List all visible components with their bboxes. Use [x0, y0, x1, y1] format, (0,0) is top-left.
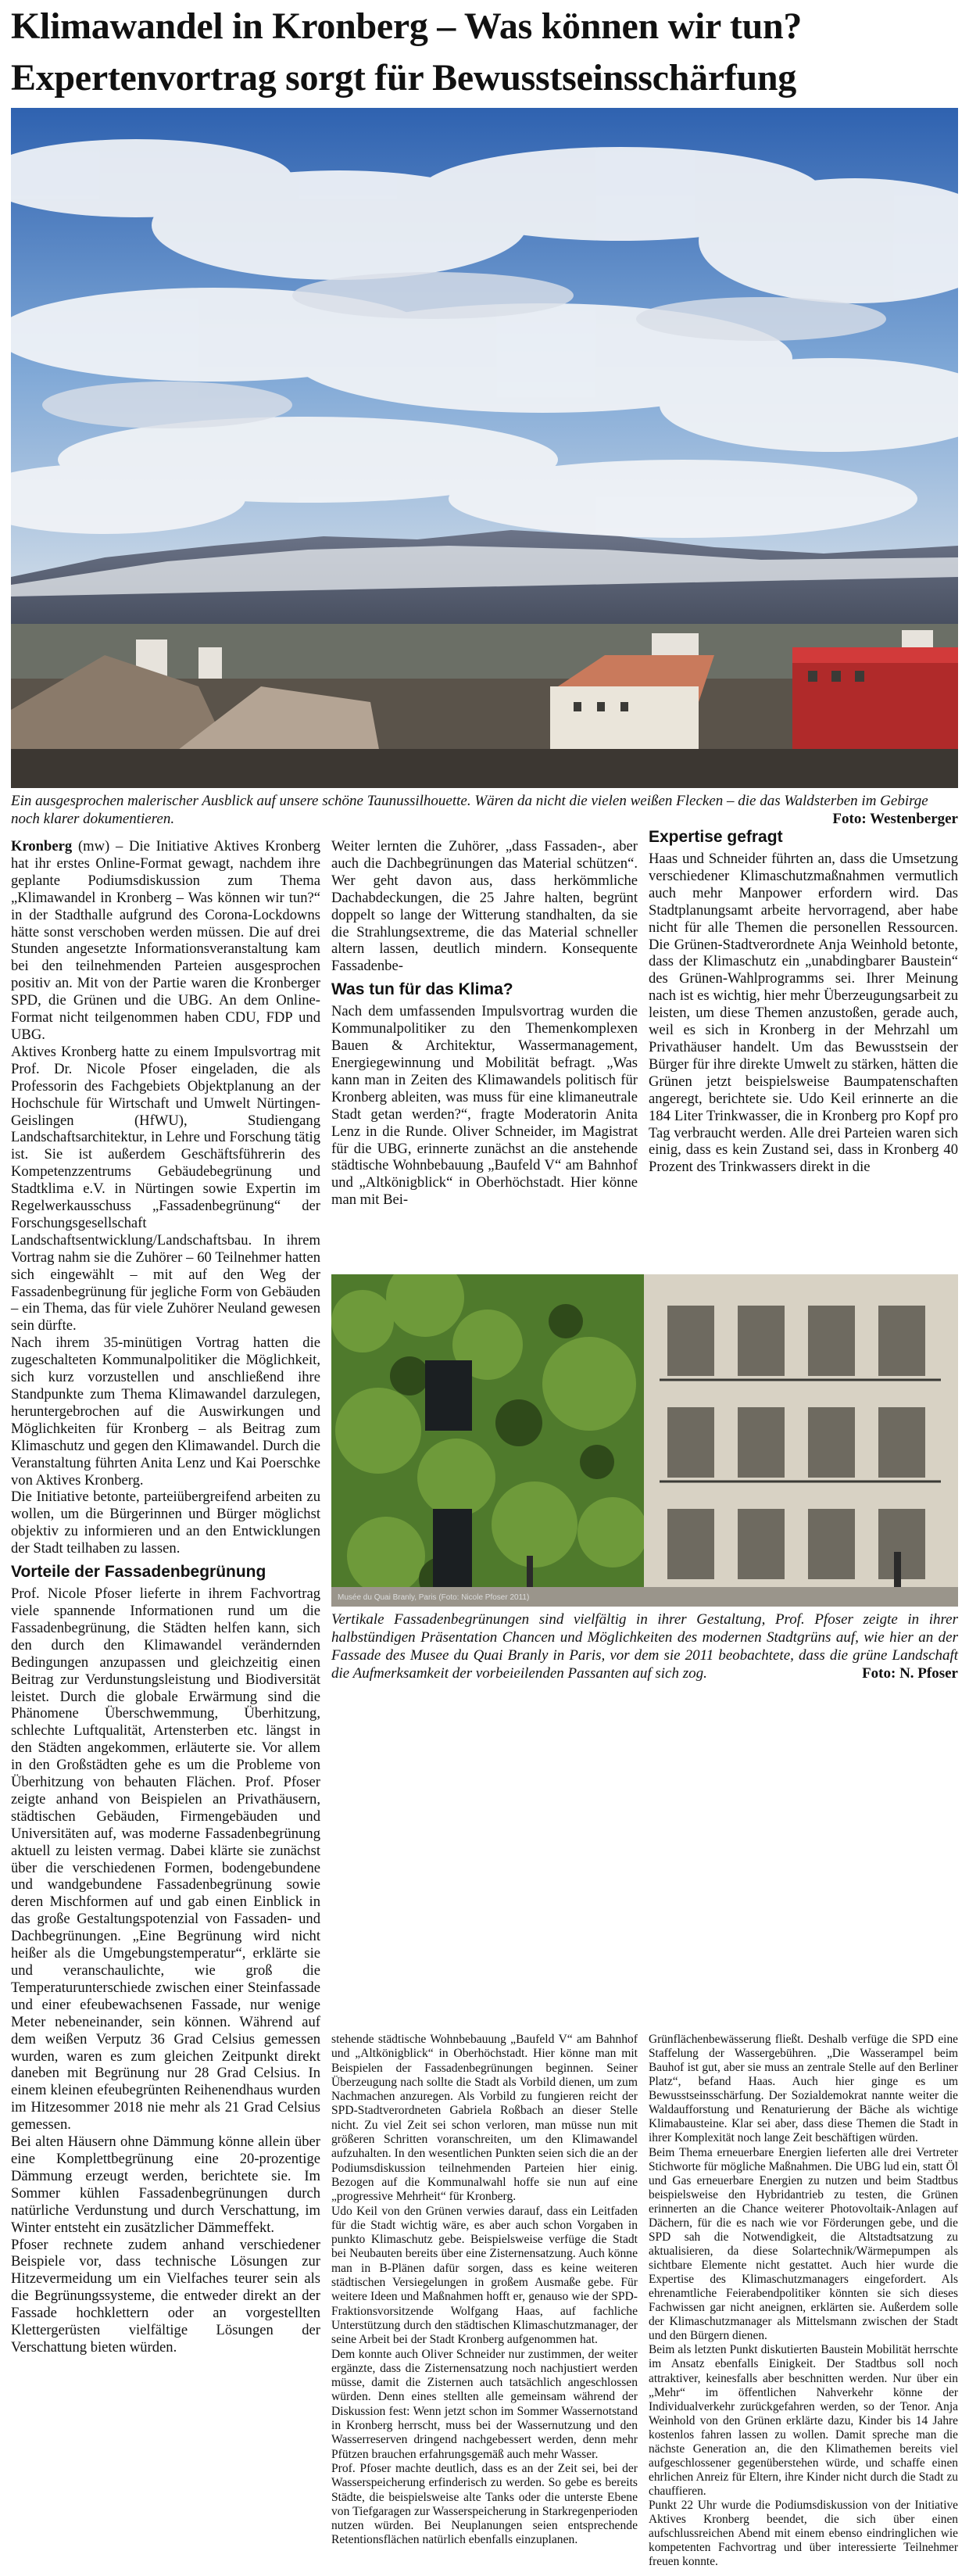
facade-greening-photo	[331, 1274, 958, 1607]
hero-caption-text: Ein ausgesprochen malerischer Ausblick auf unsere schöne Taunussilhouette. Wären da nicht die vielen weißen Flecken – die das Waldsterben im Gebirge noch klarer dokumentieren.	[11, 793, 928, 827]
facade-photo-caption	[331, 1610, 958, 1682]
article-paragraph: Prof. Pfoser machte deutlich, dass es an der Zeit sei, bei der Wasserspeicherung erfinderisch zu werden. So gebe es bereits Städte, die beispielsweise alte Tanks oder die unterste Ebene von Tiefgaragen zur Wasserspeicherung in Starkregenperioden nutzen würden. Bei Neuplanungen seien entsprechende Retentionsflächen natürlich ebenfalls einzuplanen.	[331, 2461, 638, 2547]
subheading-expertise: Expertise gefragt	[649, 828, 783, 846]
hero-photo-credit: Foto: Westenberger	[832, 811, 958, 827]
article-paragraph: Die Initiative betonte, parteiübergreifend arbeiten zu wollen, um die Bürgerinnen und Bürger möglichst objektiv zu informieren und an den Entwicklungen der Stadt teilhaben zu lassen.	[11, 1489, 320, 1557]
facade-photo-credit: Foto: N. Pfoser	[862, 1665, 958, 1682]
article-paragraph: Haas und Schneider führten an, dass die Umsetzung verschiedener Klimaschutzmaßnahmen vermutlich auch mehr Manpower erfordern wird. Das Stadtplanungsamt arbeite hervorragend, aber habe nicht für alle Themen die personellen Ressourcen. Die Grünen-Stadtverordnete Anja Weinhold betonte, dass der Klimaschutz ein „unabdingbarer Baustein“ des Grünen-Wahlprogramms sei. Ihrer Meinung nach ist es wichtig, hier mehr Überzeugungsarbeit zu leisten, um diese Themen anzustoßen, gerade auch, weil es sich in Kronberg in der Mehrzahl um Privathäuser handelt. Um das Bewusstsein der Bürger für ihre direkte Umwelt zu stärken, hätten die Grünen jetzt beispielsweise Baumpatenschaften angeregt, berichtete sie. Udo Keil erinnerte an die 184 Liter Trinkwasser, die in Kronberg pro Kopf pro Tag verbraucht werden. Alle drei Parteien waren sich einig, dass es kein Zustand sei, dass in Kronberg 40 Prozent des Trinkwassers direkt in die	[649, 851, 958, 1176]
article-column-3-bottom	[649, 2033, 958, 2569]
article-paragraph: Aktives Kronberg hatte zu einem Impulsvortrag mit Prof. Dr. Nicole Pfoser eingeladen, die als Professorin des Fachgebiets Objektplanung an der Hochschule für Wirtschaft und Umwelt Nürtingen-Geislingen (HfWU), Studiengang Landschaftsarchitektur, in Lehre und Forschung tätig ist. Sie ist außerdem Geschäftsführerin des Kompetenzzentrums Gebäudebegrünung und Stadtklima e.V. in Nürtingen sowie Expertin im Regelwerkausschuss „Fassadenbegrünung“ der Forschungsgesellschaft Landschaftsentwicklung/Landschaftsbau. In ihrem Vortrag nahm sie die Zuhörer – 60 Teilnehmer hatten sich eingewählt – mit auf den Weg der Fassadenbegrünung für jegliche Form von Gebäuden – ein Thema, das für viele Zuhörer Neuland gewesen sein dürfte.	[11, 1043, 320, 1335]
article-column-2-top	[331, 838, 638, 1209]
hero-photo-taunus	[11, 108, 958, 788]
article-paragraph: Beim Thema erneuerbare Energien lieferten alle drei Vertreter Stichworte für mögliche Maßnahmen. Die UBG lud ein, statt Öl und Gas erneuerbare Energien zu nutzen und beim Stadtbus beispielsweise den Hybridantrieb zu testen, die Grünen erinnerten an die Chance weiterer Photovoltaik-Anlagen auf Dächern, für die es nach wie vor Förderungen gebe, und die SPD sah die Notwendigkeit, die Altstadtsatzung zu aktualisieren, da diese Solartechnik/Wärmepumpen als sichtbare Elemente nicht gestattet. Auch hier wurde die Expertise des Klimaschutzmanagers eingefordert. Als ehrenamtliche Feierabendpolitiker könnten sie sich dieses Fachwissen gar nicht aneignen, erklärten sie. Außerdem solle der Klimaschutzmanager als Mittelsmann zwischen der Stadt und den Bürgern dienen.	[649, 2145, 958, 2343]
article-paragraph: Nach ihrem 35-minütigen Vortrag hatten die zugeschalteten Kommunalpolitiker die Möglichkeit, sich kurz vorzustellen und anschließend ihre Standpunkte zum Thema Klimawandel darzulegen, heruntergebrochen auf die Auswirkungen und Möglichkeiten für Kronberg – als Beitrag zum Klimaschutz und gegen den Klimawandel. Durch die Veranstaltung führten Anita Lenz und Kai Poerschke von Aktives Kronberg.	[11, 1335, 320, 1489]
subheading-klima: Was tun für das Klima?	[331, 980, 513, 999]
paragraph-text: (mw) – Die Initiative Aktives Kronberg hat ihr erstes Online-Format gewagt, nachdem ihre geplante Podiumsdiskussion zum Thema „Klimawandel in Kronberg – Was können wir tun?“ in der Stadthalle aufgrund des Corona-Lockdowns hätte sonst verschoben werden müssen. Die auf drei Stunden angesetzte Informationsveranstaltung kam bei den teilnehmenden Parteien ausgesprochen positiv an. Mit von der Partie waren die Kronberger SPD, die Grünen und die UBG. An dem Online-Format nicht teilgenommen haben CDU, FDP und UBG.	[11, 838, 320, 1043]
article-column-2-bottom	[331, 2033, 638, 2548]
subheading-vorteile: Vorteile der Fassadenbegrünung	[11, 1563, 266, 1582]
article-column-3-top	[649, 822, 958, 1176]
headline-line-1: Klimawandel in Kronberg – Was können wir tun?	[11, 5, 803, 47]
green-facade-illustration	[331, 1274, 958, 1607]
taunus-landscape-illustration	[11, 108, 958, 788]
article-paragraph	[11, 838, 320, 1044]
article-paragraph: Prof. Nicole Pfoser lieferte in ihrem Fachvortrag viele spannende Informationen rund um die Fassadenbegrünung, die Städten helfen kann, sich den durch den Klimawandel verändernden Bedingungen anzupassen und gleichzeitig einen Beitrag zur Verdunstungsleistung und Biodiversität leistet. Durch die globale Erwärmung sind die Phänomene Überschwemmung, Überhitzung, schlechte Luftqualität, Artensterben etc. längst in den Städten angekommen, erläuterte sie. Vor allem in den Großstädten gehe es um die Probleme von Überhitzung von behauten Flächen. Prof. Pfoser zeigte anhand von Beispielen an Privathäusern, städtischen Gebäuden, Firmengebäuden und Universitäten auf, was moderne Fassadenbegrünung aktuell zu leisten vermag. Dabei klärte sie zunächst über die verschiedenen Formen, bodengebundene und wandgebundene Fassadenbegrünung sowie deren Mischformen auf und gab einen Einblick in das große Gestaltungspotenzial von Fassaden- und Dachbegrünungen. „Eine Begrünung wird nicht heißer als die Umgebungstemperatur“, erklärte sie und veranschaulichte, wie groß die Temperaturunterschiede zwischen einer Steinfassade und einer efeubewachsenen Fassade, nur wenige Meter nebeneinander, sein können. Während auf dem weißen Verputz 36 Grad Celsius gemessen wurden, waren es zum gleichen Zeitpunkt direkt daneben mit Begrünung nur 28 Grad Celsius. In einem kleinen efeubegrünten Reihenendhaus wurden im Hitzesommer 2018 nie mehr als 21 Grad Celsius gemessen.	[11, 1585, 320, 2134]
article-paragraph: Bei alten Häusern ohne Dämmung könne allein über eine Komplettbegrünung eine 20-prozentige Dämmung erzeugt werden, berichtete sie. Im Sommer kühlen Fassadenbegrünungen durch natürliche Verdunstung und durch Verschattung, im Winter entsteht ein zusätzlicher Dämmeffekt.	[11, 2134, 320, 2236]
article-paragraph: Udo Keil von den Grünen verwies darauf, dass ein Leitfaden für die Stadt wichtig wäre, es aber auch schon Vorgaben in punkto Klimaschutz gebe. Beispielsweise verfüge die Stadt bei Neubauten bereits über eine Zisternensatzung. Auch könne man in B-Plänen dafür sorgen, dass es keine weiteren städtischen Versiegelungen in großem Ausmaße gebe. Für weitere Ideen und Maßnahmen hofft er, genauso wie der SPD-Fraktionsvorsitzende Wolfgang Haas, auf fachliche Unterstützung durch den städtischen Klimaschutzmanager, der seine Arbeit bei der Stadt Kronberg aufgenommen hat.	[331, 2204, 638, 2347]
article-paragraph: Punkt 22 Uhr wurde die Podiumsdiskussion von der Initiative Aktives Kronberg beendet, die sich über einen aufschlussreichen Abend mit einem ebenso eindringlichen wie kompetenten Fachvortrag und über interessierte Teilnehmer freuen konnte.	[649, 2499, 958, 2569]
article-paragraph: stehende städtische Wohnbebauung „Baufeld V“ am Bahnhof und „Altkönigblick“ in Oberhöchstadt. Hier könne man mit Beispielen der Fassadenbegrünungen beginnen. Seiner Überzeugung nach sollte die Stadt als Vorbild dienen, um zum Nachmachen anzuregen. Als Vorbild zu fungieren reicht der SPD-Stadtverordneten Gabriela Roßbach an dieser Stelle nicht. Zu viel Zeit sei schon verloren, man müsse nun mit größeren Schritten voranschreiten, um den Klimawandel aufzuhalten. In den wesentlichen Punkten seien sich die an der Podiumsdiskussion teilnehmenden Parteien hier einig. Bezogen auf die Kommunalwahl hoffe sie nun auf eine „progressive Mehrheit“ für Kronberg.	[331, 2033, 638, 2204]
article-column-1	[11, 838, 320, 2356]
article-paragraph: Dem konnte auch Oliver Schneider nur zustimmen, der weiter ergänzte, dass die Zisternensatzung noch nachjustiert werden müsse, damit die Zisternen auch tatsächlich angeschlossen würden. Denn eines stellten alle gemeinsam während der Diskussion fest: Wenn jetzt schon im Sommer Wassernotstand in Kronberg herrscht, muss bei der Wassernutzung und den Wasserreserven dringend nachgebessert werden, denn mehr Pfützen brauchen erfahrungsgemäß auch mehr Wasser.	[331, 2347, 638, 2461]
dateline: Kronberg	[11, 838, 73, 854]
facade-caption-text: Vertikale Fassadenbegrünungen sind vielfältig in ihrer Gestaltung, Prof. Pfoser zeigte in ihrer halbstündigen Präsentation Chancen und Möglichkeiten des modernen Stadtgrüns auf, wie hier an der Fassade des Musee du Quai Branly in Paris, vor dem sie 2011 beobachtete, dass die grüne Landschaft die Aufmerksamkeit der vorbeieilenden Passanten auf sich zog.	[331, 1611, 958, 1682]
article-paragraph: Weiter lernten die Zuhörer, „dass Fassaden-, aber auch die Dachbegrünungen das Material schützen“. Wer geht davon aus, dass herkömmliche Dachabdeckungen, die 25 Jahre halten, begrünt doppelt so lange der Witterung standhalten, da sie die Strahlungsextreme, die das Material schneller altern lassen, deutlich mindern. Konsequente Fassadenbe-	[331, 838, 638, 975]
headline-line-2: Expertenvortrag sorgt für Bewusstseinsschärfung	[11, 57, 796, 99]
article-paragraph: Beim als letzten Punkt diskutierten Baustein Mobilität herrschte im Ansatz ebenfalls Einigkeit. Der Stadtbus soll noch attraktiver, keinesfalls aber beschnitten werden. Nur über ein „Mehr“ im öffentlichen Nahverkehr könne der Individualverkehr zurückgefahren werden, so der Tenor. Anja Weinhold von den Grünen erklärte dazu, Kinder bis 14 Jahre kostenlos fahren lassen zu wollen. Damit spreche man die nächste Generation an, die den Klimathemen bereits viel aufgeschlossener gegenüberstehen würde, und schaffe einen ehrlichen Anreiz für Eltern, ihre Kinder nicht durch die Stadt zu chauffieren.	[649, 2343, 958, 2498]
article-paragraph: Pfoser rechnete zudem anhand verschiedener Beispiele vor, dass technische Lösungen zur Hitzevermeidung um ein Vielfaches teurer sein als die Begrünungssysteme, die entweder direkt an der Fassade hochklettern oder an vorgestellten Klettergerüsten vielfältige Lösungen der Verschattung bieten würden.	[11, 2236, 320, 2356]
article-paragraph: Grünflächenbewässerung fließt. Deshalb verfüge die SPD eine Staffelung der Wassergebühren. „Die Wasserampel beim Bauhof ist gut, aber sie muss an zentrale Stelle auf den Berliner Platz“, befand Haas. Auch hier ginge es um Bewusstseinsschärfung. Der Sozialdemokrat nannte weiter die Waldaufforstung und Renaturierung der Bäche als wichtige Klimabausteine. Klar sei aber, dass diese Themen die Stadt in ihrer Komplexität noch lange Zeit beschäftigen würden.	[649, 2033, 958, 2145]
photo-watermark: Musée du Quai Branly, Paris (Foto: Nicole Pfoser 2011)	[338, 1593, 530, 1602]
article-paragraph: Nach dem umfassenden Impulsvortrag wurden die Kommunalpolitiker zu den Themenkomplexen Bauen & Architektur, Wassermanagement, Energiegewinnung und Mobilität befragt. „Was kann man in Zeiten des Klimawandels politisch für Kronberg ableiten, was muss für eine klimaneutrale Stadt getan werden?“, fragte Moderatorin Anita Lenz in die Runde. Oliver Schneider, im Magistrat für die UBG, erinnerte zunächst an die anstehende städtische Wohnbebauung „Baufeld V“ am Bahnhof und „Altkönigblick“ in Oberhöchstadt. Hier könne man mit Bei-	[331, 1003, 638, 1209]
